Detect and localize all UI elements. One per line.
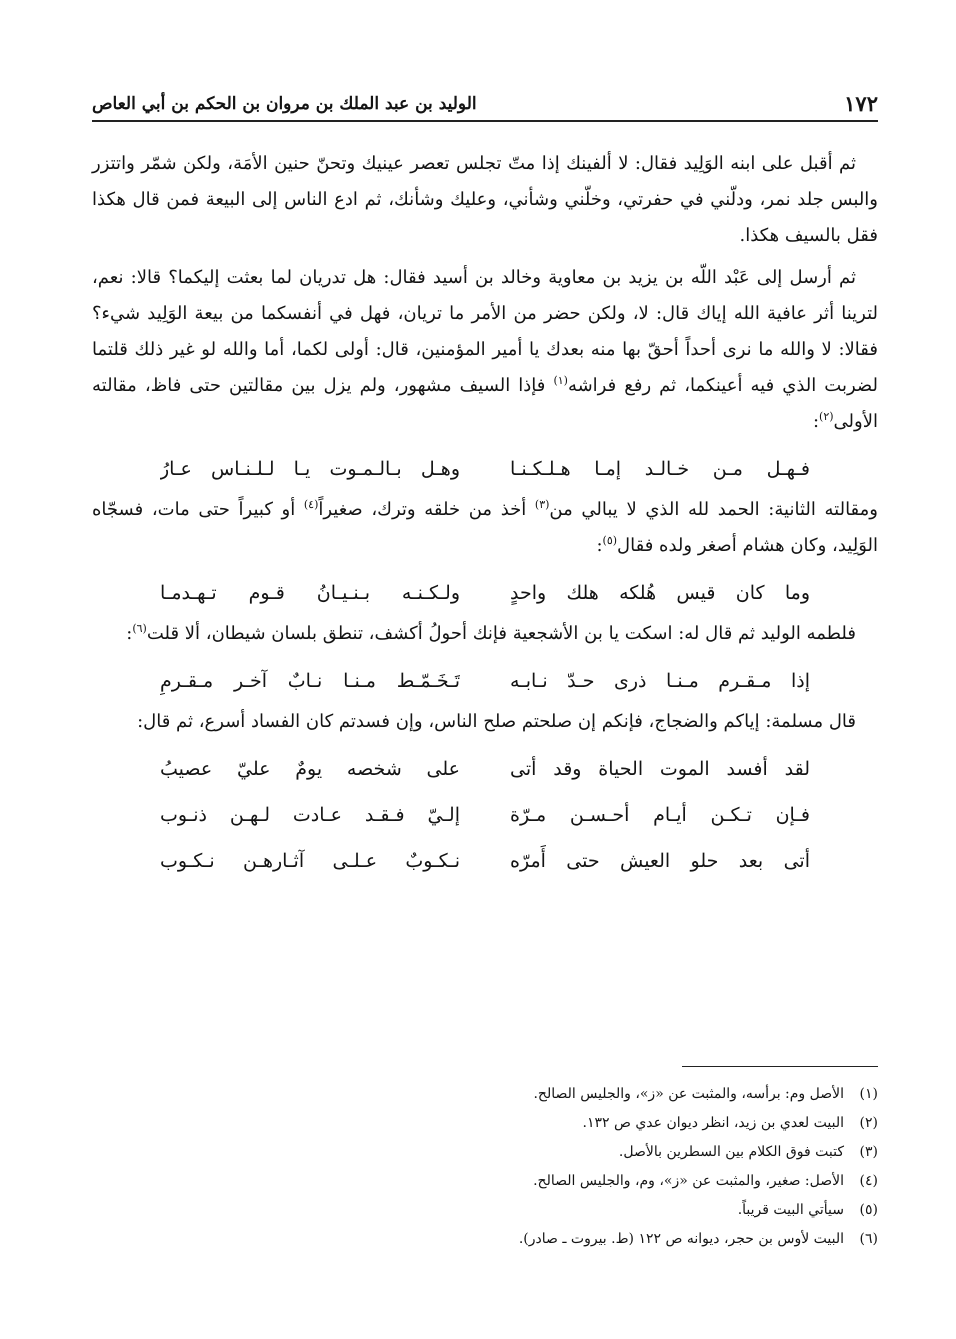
verse-line-6 <box>160 838 810 884</box>
verse-3-second-hemistich: تَـخَـمّـط مـنـا نـابٌ آخـر مـقـرمِ <box>160 670 460 692</box>
footnote-text: الأصل: صغير، والمثبت عن «ز»، وم، والجليس الصالح. <box>533 1173 844 1189</box>
footnote <box>178 1167 878 1196</box>
footnote-text: الأصل وم: برأسه، والمثبت عن «ز»، والجليس الصالح. <box>533 1086 844 1102</box>
verse-line-2 <box>160 570 810 616</box>
footnote-number: (١) <box>859 1086 878 1102</box>
verse-4-second-hemistich: على شخصه يومٌ عليّ عصيبُ <box>160 758 460 780</box>
footnote <box>178 1138 878 1167</box>
footnote-text: البيت لأوس بن حجر، ديوانه ص ١٢٢ (ط. بيروت ـ صادر). <box>518 1231 844 1247</box>
paragraph-3-text-a: ومقالته الثانية: الحمد لله الذي لا يبالي من <box>549 499 878 520</box>
footnote-text: كتبت فوق الكلام بين السطرين بالأصل. <box>618 1144 844 1160</box>
footnote <box>178 1080 878 1109</box>
paragraph-2-text-a: ثم أرسل إلى عَبْد اللّه بن يزيد بن معاوية وخالد بن أسيد فقال: هل تدريان لما بعثت إليكما؟ قالا: نعم، لترينا أثر عافية الله إياك قال: لا، ولكن حضر من الأمر ما تريان، فهل في أنفسكما من بيعة الوَلِيد شيء؟ فقالا: لا والله ما نرى أحداً أحقّ بها منه بعدك يا أمير المؤمنين، قال: أولى لكما، أما والله لو غير ذلك قلتما لضربت الذي فيه أعينكما، ثم رفع فراشه <box>92 267 878 396</box>
verse-line-3 <box>160 658 810 704</box>
footnote-ref-3: (٣) <box>534 498 550 511</box>
verse-5-first-hemistich: فـإن تـكـن أيـام أحـسـن مـرّة <box>510 804 810 826</box>
page-header <box>92 84 878 122</box>
paragraph-2-text-b: فإذا السيف مشهور، ولم يزل بين مقالتين حتى فاظ، مقالته الأولى <box>92 375 878 432</box>
footnote <box>178 1225 878 1254</box>
verse-6-second-hemistich: نـكـوبٌ عـلـى آثـارهـن نـكـوب <box>160 850 460 872</box>
paragraph-2 <box>92 260 878 440</box>
footnote-divider <box>682 1066 878 1067</box>
paragraph-1: ثم أقبل على ابنه الوَلِيد فقال: لا ألفينك إذا متّ تجلس تعصر عينيك وتحنّ حنين الأمَة، ولكن شمّر واتتزر والبس جلد نمر، ودلّني في حفرتي، وخلّني وشأني، وعليك وشأنك، ثم ادع الناس إلى البيعة فمن قال هكذا فقل بالسيف هكذا. <box>92 153 878 246</box>
paragraph-4 <box>92 616 878 652</box>
verse-5-second-hemistich: إلـيّ فـقـد عـادت لـهـن ذنـوب <box>160 804 460 826</box>
verse-3-first-hemistich: إذا مـقـرم مـنـا ذرى حـدّ نـابـه <box>510 670 810 692</box>
footnote <box>178 1109 878 1138</box>
paragraph-4-text-a: فلطمه الوليد ثم قال له: اسكت يا بن الأشجعية فإنك أحولُ أكشف، تنطق بلسان شيطان، ألا قلت <box>146 623 856 644</box>
verse-4-first-hemistich: لقد أفسد الموت الحياة وقد أتى <box>510 758 810 780</box>
footnote-ref-2: (٢) <box>819 410 834 423</box>
footnote-ref-6: (٦) <box>132 622 147 635</box>
footnote-text: البيت لعدي بن زيد، انظر ديوان عدي ص ١٣٢. <box>582 1115 844 1131</box>
page-number: ١٧٢ <box>844 91 878 116</box>
footnote-number: (٤) <box>859 1173 878 1189</box>
footnotes <box>178 1080 878 1254</box>
footnote-number: (٥) <box>859 1202 878 1218</box>
footnote <box>178 1196 878 1225</box>
footnote-ref-5: (٥) <box>602 534 618 547</box>
paragraph-2-text-c: : <box>812 411 820 432</box>
footnote-number: (٣) <box>859 1144 878 1160</box>
paragraph-3-text-b: أخذ من خلقه وترك، صغيراً <box>318 499 535 520</box>
footnote-number: (٢) <box>859 1115 878 1131</box>
footnote-ref-1: (١) <box>553 374 568 387</box>
paragraph-3-text-c: أو كبيراً حتى مات، فسجّاه الوَلِيد، وكان هشام أصغر ولده فقال <box>92 499 878 556</box>
verse-1-first-hemistich: فـهـل مـن خـالـد إمـا هـلـكـنـا <box>510 458 810 480</box>
paragraph-5: قال مسلمة: إياكم والضجاج، فإنكم إن صلحتم صلح الناس، وإن فسدتم كان الفساد أسرع، ثم قال: <box>137 711 856 732</box>
verse-line-1 <box>160 446 810 492</box>
verse-2-second-hemistich: ولـكـنـه بـنـيـانُ قـوم تـهـدمـا <box>160 582 460 604</box>
paragraph-3-text-d: : <box>596 535 603 556</box>
paragraph-4-text-b: : <box>126 623 133 644</box>
verse-line-5 <box>160 792 810 838</box>
footnote-ref-4: (٤) <box>303 498 319 511</box>
running-title: الوليد بن عبد الملك بن مروان بن الحكم بن أبي العاص <box>92 94 477 114</box>
verse-6-first-hemistich: أتى بعد حلو العيش حتى أَمرّه <box>510 850 810 872</box>
verse-line-4 <box>160 746 810 792</box>
footnote-number: (٦) <box>859 1231 878 1247</box>
verse-1-second-hemistich: وهـل بـالـمـوت يـا لـلـنـاس عـارُ <box>160 458 460 480</box>
verse-2-first-hemistich: وما كان قيس هُلكه هلك واحدٍ <box>510 582 810 604</box>
main-text <box>92 146 878 884</box>
paragraph-3 <box>92 492 878 564</box>
footnote-text: سيأتي البيت قريباً. <box>737 1202 844 1218</box>
